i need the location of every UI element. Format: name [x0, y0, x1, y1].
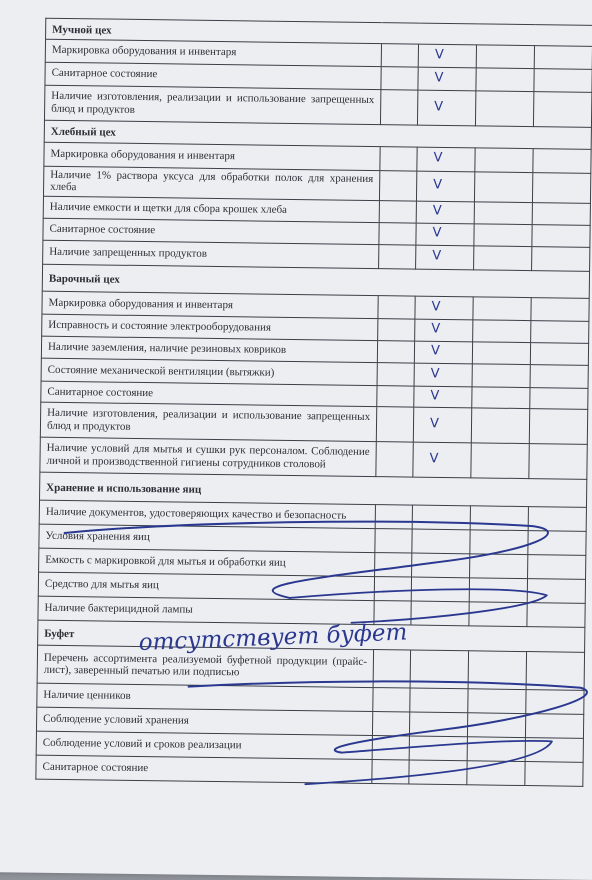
handwritten-note: отсутствует буфет	[138, 619, 408, 656]
check-cell	[474, 224, 532, 247]
check-cell	[532, 203, 590, 226]
check-cell	[530, 388, 588, 410]
check-cell	[534, 45, 592, 69]
inspection-checklist-table	[35, 18, 592, 787]
check-cell	[373, 687, 410, 711]
checklist-item-label: Санитарное состояние	[41, 381, 377, 406]
check-cell	[375, 528, 412, 552]
section-title: Мучной цех	[46, 18, 592, 46]
check-cell	[530, 365, 588, 389]
check-cell	[472, 364, 530, 388]
checkmark-icon: V	[434, 46, 444, 63]
check-cell	[412, 553, 470, 578]
checklist-item-label: Наличие изготовления, реализации и использование запрещенных блюд и продуктов	[40, 402, 376, 441]
check-cell	[467, 713, 525, 738]
check-cell	[471, 408, 529, 444]
checkmark-icon: V	[430, 366, 440, 382]
checkmark-icon: V	[430, 343, 440, 359]
check-cell	[416, 171, 474, 202]
check-cell	[474, 171, 532, 202]
checkmark-icon: V	[432, 248, 442, 264]
check-cell	[414, 363, 472, 387]
check-cell	[418, 44, 476, 68]
check-cell	[474, 246, 532, 271]
checklist-item-label: Маркировка оборудования и инвентаря	[44, 142, 380, 170]
checkmark-icon: V	[430, 388, 440, 404]
check-cell	[414, 341, 472, 364]
checkmark-icon: V	[431, 321, 441, 337]
check-cell	[377, 386, 414, 407]
check-cell	[379, 245, 416, 269]
check-cell	[380, 89, 417, 124]
check-cell	[418, 67, 476, 91]
check-cell	[473, 320, 531, 343]
check-cell	[376, 442, 413, 477]
check-cell	[525, 737, 583, 762]
check-cell	[532, 247, 590, 272]
checkmark-icon: V	[432, 203, 442, 219]
checklist-item-label: Перечень ассортимента реализуемой буфетной продукции (прайс-лист), заверенный печатью или подписью	[37, 645, 373, 687]
check-cell	[378, 296, 415, 319]
check-cell	[532, 225, 590, 248]
checkmark-icon: V	[433, 150, 443, 166]
check-cell	[474, 202, 532, 225]
check-cell	[372, 735, 409, 759]
checklist-item-label: Наличие ценников	[37, 683, 373, 711]
check-cell	[467, 761, 525, 786]
checklist-item-label: Емкость с маркировкой для мытья и обработки яиц	[39, 548, 375, 576]
check-cell	[526, 651, 584, 690]
check-cell	[468, 689, 526, 714]
check-cell	[379, 223, 416, 245]
check-cell	[378, 319, 415, 341]
check-cell	[374, 600, 411, 624]
check-cell	[417, 147, 475, 172]
checklist-item-label: Наличие запрещенных продуктов	[43, 240, 379, 268]
checklist-item-label: Соблюдение условий и сроков реализации	[36, 731, 372, 759]
check-cell	[528, 554, 586, 579]
checkmark-icon: V	[433, 177, 443, 193]
check-cell	[473, 297, 531, 321]
check-cell	[413, 407, 471, 443]
check-cell	[533, 91, 591, 127]
checkmark-icon: V	[429, 416, 440, 432]
section-title: Буфет	[38, 620, 585, 652]
check-cell	[475, 90, 533, 126]
check-cell	[381, 43, 418, 66]
check-cell	[372, 759, 409, 783]
check-cell	[381, 66, 418, 89]
check-cell	[531, 321, 589, 344]
checklist-item-label: Маркировка оборудования и инвентаря	[42, 291, 378, 318]
check-cell	[377, 341, 414, 363]
check-cell	[530, 343, 588, 366]
check-cell	[409, 736, 467, 761]
check-cell	[380, 146, 417, 170]
check-cell	[472, 387, 530, 409]
check-cell	[374, 576, 411, 600]
checklist-item-label: Наличие документов, удостоверяющих качество и безопасность	[39, 500, 375, 528]
check-cell	[372, 711, 409, 735]
check-cell	[470, 530, 528, 555]
check-cell	[373, 649, 410, 687]
checklist-item-label: Средство для мытья яиц	[38, 572, 374, 600]
section-title: Хранение и использование яиц	[40, 472, 587, 507]
checklist-item-label: Наличие емкости и щетки для сбора крошек хлеба	[43, 196, 379, 222]
check-cell	[416, 245, 474, 270]
check-cell	[531, 298, 589, 322]
checklist-item-label: Исправность и состояние электрооборудования	[42, 314, 378, 340]
checklist-item-label: Наличие условий для мытья и сушки рук персоналом. Соблюдение личной и производственной гигиены сотрудников столовой	[40, 437, 376, 476]
check-cell	[470, 506, 528, 531]
check-cell	[528, 530, 586, 555]
check-cell	[412, 529, 470, 554]
check-cell	[533, 148, 591, 173]
check-cell	[412, 505, 470, 530]
check-cell	[470, 554, 528, 579]
check-cell	[416, 223, 474, 246]
check-cell	[526, 689, 584, 714]
check-cell	[375, 552, 412, 576]
checklist-item-label: Маркировка оборудования и инвентаря	[45, 39, 381, 66]
check-cell	[376, 407, 413, 442]
check-cell	[375, 504, 412, 528]
check-cell	[410, 650, 468, 689]
check-cell	[411, 601, 469, 626]
check-cell	[534, 68, 592, 92]
check-cell	[527, 602, 585, 627]
check-cell	[476, 44, 534, 68]
check-cell	[410, 688, 468, 713]
check-cell	[469, 578, 527, 603]
check-cell	[409, 760, 467, 785]
checkmark-icon: V	[429, 451, 439, 467]
check-cell	[411, 577, 469, 602]
check-cell	[414, 386, 472, 408]
check-cell	[416, 201, 474, 224]
checkmark-icon: V	[432, 225, 442, 241]
check-cell	[529, 444, 587, 480]
section-title: Хлебный цех	[44, 120, 591, 149]
checklist-item-label: Наличие 1% раствора уксуса для обработки полок для хранения хлеба	[43, 166, 379, 201]
checkmark-icon: V	[431, 299, 441, 315]
checklist-item-label: Санитарное состояние	[36, 755, 372, 783]
check-cell	[415, 319, 473, 342]
check-cell	[529, 409, 587, 445]
check-cell	[468, 651, 526, 690]
check-cell	[469, 602, 527, 627]
check-cell	[471, 443, 529, 479]
check-cell	[417, 90, 475, 126]
check-cell	[415, 296, 473, 320]
check-cell	[377, 363, 414, 386]
check-cell	[379, 201, 416, 223]
checklist-item-label: Состояние механической вентиляции (вытяжки)	[41, 358, 377, 385]
check-cell	[475, 147, 533, 172]
checklist-item-label: Условия хранения яиц	[39, 524, 375, 552]
check-cell	[467, 737, 525, 762]
check-cell	[525, 761, 583, 786]
check-cell	[476, 67, 534, 91]
checklist-item-label: Санитарное состояние	[43, 218, 379, 244]
checklist-item-label: Наличие заземления, наличие резиновых ковриков	[41, 336, 377, 362]
checklist-item-label: Наличие бактерицидной лампы	[38, 596, 374, 624]
check-cell	[379, 170, 416, 201]
checklist-item-label: Санитарное состояние	[45, 62, 381, 89]
check-cell	[528, 506, 586, 531]
check-cell	[525, 713, 583, 738]
checklist-item-label: Соблюдение условий хранения	[36, 707, 372, 735]
check-cell	[527, 578, 585, 603]
checklist-item-label: Наличие изготовления, реализации и использование запрещенных блюд и продуктов	[44, 85, 380, 124]
check-cell	[413, 442, 471, 478]
check-cell	[409, 712, 467, 737]
check-cell	[472, 342, 530, 365]
section-title: Варочный цех	[42, 264, 589, 298]
check-cell	[532, 172, 590, 203]
checkmark-icon: V	[434, 98, 444, 115]
checkmark-icon: V	[434, 69, 444, 86]
